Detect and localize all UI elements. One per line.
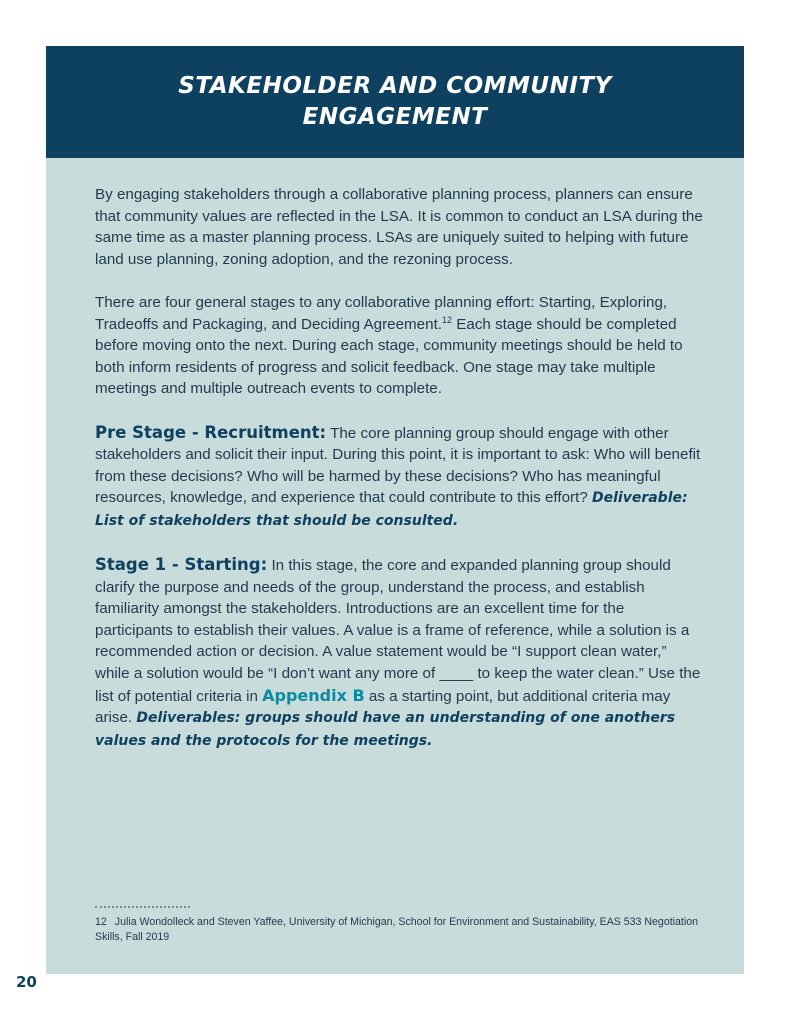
stages-text-continued: Each stage should be completed before moving onto the next. During each stage, community meetings should be held to both inform residents of progress and solicit feedback. One stage may take multiple meetings and multiple outreach events to complete. — [95, 315, 683, 398]
stage1-deliverable: Deliverables: groups should have an understanding of one anothers values and the protocols for the meetings. — [95, 710, 676, 749]
footnote-divider — [95, 906, 190, 908]
stage1-heading: Stage 1 - Starting: — [95, 555, 268, 575]
intro-paragraph: By engaging stakeholders through a collaborative planning process, planners can ensure that community values are reflected in the LSA. It is common to conduct an LSA during the same time as a master planning process. LSAs are uniquely suited to helping with future land use planning, zoning adoption, and the rezoning process. — [95, 186, 703, 268]
page-number: 20 — [16, 973, 37, 991]
footnote-text: Julia Wondolleck and Steven Yaffee, University of Michigan, School for Environment and Sustainability, EAS 533 Negotiation Skills, Fall 2019 — [95, 916, 698, 943]
stages-paragraph — [95, 292, 705, 400]
pre-stage-deliverable: Deliverable: List of stakeholders that should be consulted. — [95, 490, 688, 529]
pre-stage-heading: Pre Stage - Recruitment: — [95, 422, 327, 442]
footnote-number: 12 — [95, 916, 107, 928]
pre-stage-text: The core planning group should engage with other stakeholders and solicit their input. During this point, it is important to ask: Who will benefit from these decisions? Who will be harmed by these decisions? Who has meaningful resources, knowledge, and experience that could contribute to this effort? — [95, 424, 701, 507]
section-header — [46, 46, 744, 158]
stage1-paragraph — [95, 554, 705, 752]
stage1-text: In this stage, the core and expanded planning group should clarify the purpose and needs of the group, understand the process, and establish familiarity amongst the stakeholders. Introductions are an excellent time for the participants to establish their values. A value is a frame of reference, while a solution is a recommended action or decision. A value statement would be “I support clean water,” while a solution would be “I don’t want any more of ____ to keep the water clean.” Use the list of potential criteria in — [95, 557, 701, 705]
stage1-text-continued: as a starting point, but additional criteria may arise. — [95, 687, 671, 727]
body-text — [95, 184, 705, 774]
section-title: STAKEHOLDER AND COMMUNITY ENGAGEMENT — [178, 73, 612, 130]
appendix-b-link[interactable]: Appendix B — [262, 685, 365, 705]
footnote-reference[interactable]: 12 — [442, 314, 453, 325]
pre-stage-paragraph — [95, 422, 705, 533]
footnote — [95, 915, 715, 945]
stages-text: There are four general stages to any collaborative planning effort: Starting, Exploring, Tradeoffs and Packaging, and Deciding Agreement. — [95, 293, 668, 333]
